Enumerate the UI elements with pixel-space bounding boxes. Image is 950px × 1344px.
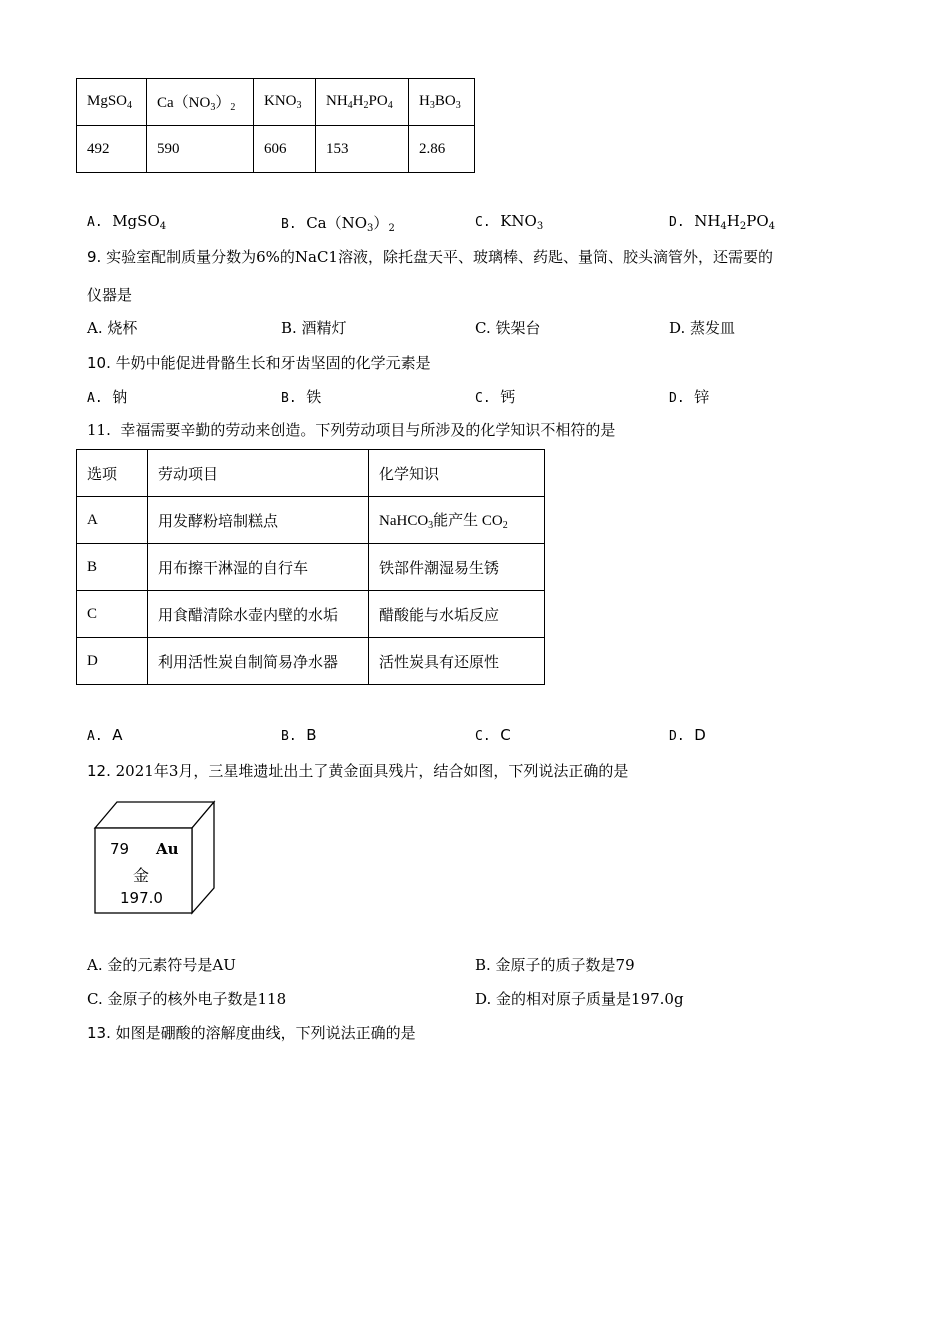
q8-header-h3bo3: $H_3BO_3$ <box>409 79 475 126</box>
q11-row-knowledge: NaHCO$_3$能产生 $CO_2$ <box>369 497 545 544</box>
q11-row-labor: 利用活性炭自制简易净水器 <box>148 638 369 685</box>
q8-value-cell: 606 <box>254 126 316 173</box>
q10-question: 10. 牛奶中能促进骨骼生长和牙齿坚固的化学元素是 <box>87 354 431 372</box>
q12-option-d[interactable]: D. 金的相对原子质量是197.0g <box>475 990 684 1008</box>
q10-option-b[interactable]: B. 铁 <box>281 388 322 406</box>
q12-option-b[interactable]: B. 金原子的质子数是79 <box>475 956 635 974</box>
q12-question: 12. 2021年3月，三星堆遗址出土了黄金面具残片，结合如图，下列说法正确的是 <box>87 762 629 780</box>
table-row <box>77 497 545 544</box>
q8-value-cell: 2.86 <box>409 126 475 173</box>
q9-option-b[interactable]: B. 酒精灯 <box>281 319 347 337</box>
table-row <box>77 591 545 638</box>
q8-header-kno3: $KNO_3$ <box>254 79 316 126</box>
q10-option-c[interactable]: C. 钙 <box>475 388 516 406</box>
q11-row-knowledge: 铁部件潮湿易生锈 <box>369 544 545 591</box>
element-name: 金 <box>133 866 150 885</box>
q8-table-header-row <box>77 79 475 126</box>
q8-table-value-row <box>77 126 475 173</box>
q11-row-knowledge: 醋酸能与水垢反应 <box>369 591 545 638</box>
q11-option-b[interactable]: B. B <box>281 726 317 744</box>
q8-solubility-table <box>76 78 475 173</box>
q11-table-header-row <box>77 450 545 497</box>
q8-value-cell: 153 <box>316 126 409 173</box>
atomic-mass: 197.0 <box>120 889 163 907</box>
q9-option-d[interactable]: D. 蒸发皿 <box>669 319 736 337</box>
q12-option-c[interactable]: C. 金原子的核外电子数是118 <box>87 990 287 1008</box>
table-row <box>77 638 545 685</box>
q11-row-option: C <box>77 591 148 638</box>
element-symbol: Au <box>156 840 179 858</box>
q11-option-a[interactable]: A. A <box>87 726 123 744</box>
q11-option-c[interactable]: C. C <box>475 726 511 744</box>
q12-option-a[interactable]: A. 金的元素符号是AU <box>87 956 236 974</box>
q11-row-option: B <box>77 544 148 591</box>
q11-question: 11. 幸福需要辛勤的劳动来创造。下列劳动项目与所涉及的化学知识不相符的是 <box>87 421 616 439</box>
q8-option-b[interactable]: B. $Ca(NO_3)_2$ <box>281 214 395 234</box>
q11-header-labor: 劳动项目 <box>148 450 369 497</box>
q8-option-d[interactable]: D. $NH_4H_2PO_4$ <box>669 212 776 232</box>
q8-value-cell: 590 <box>147 126 254 173</box>
q8-header-mgso4: MgSO$_4$ <box>77 79 147 126</box>
q9-option-a[interactable]: A. 烧杯 <box>87 319 138 337</box>
q8-header-cano3: $Ca(NO_3)_2$ <box>147 79 254 126</box>
q11-row-option: A <box>77 497 148 544</box>
q11-row-labor: 用食醋清除水壶内壁的水垢 <box>148 591 369 638</box>
q11-row-labor: 用发酵粉培制糕点 <box>148 497 369 544</box>
table-row <box>77 544 545 591</box>
q13-question: 13. 如图是硼酸的溶解度曲线，下列说法正确的是 <box>87 1024 416 1042</box>
q9-question-line1: 9. 实验室配制质量分数为6%的NaC1溶液，除托盘天平、玻璃棒、药匙、量筒、胶头滴管外，还需要的 <box>87 248 773 266</box>
gold-element-cube <box>92 800 218 916</box>
q9-option-c[interactable]: C. 铁架台 <box>475 319 541 337</box>
q11-row-knowledge: 活性炭具有还原性 <box>369 638 545 685</box>
q11-option-d[interactable]: D. D <box>669 726 706 744</box>
q9-question-line2: 仪器是 <box>87 286 133 304</box>
q8-header-nh4h2po4: $NH_4H_2PO_4$ <box>316 79 409 126</box>
q8-value-cell: 492 <box>77 126 147 173</box>
q10-option-a[interactable]: A. 钠 <box>87 388 128 406</box>
q11-row-option: D <box>77 638 148 685</box>
q11-row-labor: 用布擦干淋湿的自行车 <box>148 544 369 591</box>
q8-option-a[interactable]: A. MgSO$_4$ <box>87 212 167 232</box>
atomic-number: 79 <box>110 840 130 858</box>
q10-option-d[interactable]: D. 锌 <box>669 388 710 406</box>
q11-table <box>76 449 545 685</box>
q11-header-knowledge: 化学知识 <box>369 450 545 497</box>
q11-header-option: 选项 <box>77 450 148 497</box>
q8-option-c[interactable]: C. $KNO_3$ <box>475 212 544 232</box>
